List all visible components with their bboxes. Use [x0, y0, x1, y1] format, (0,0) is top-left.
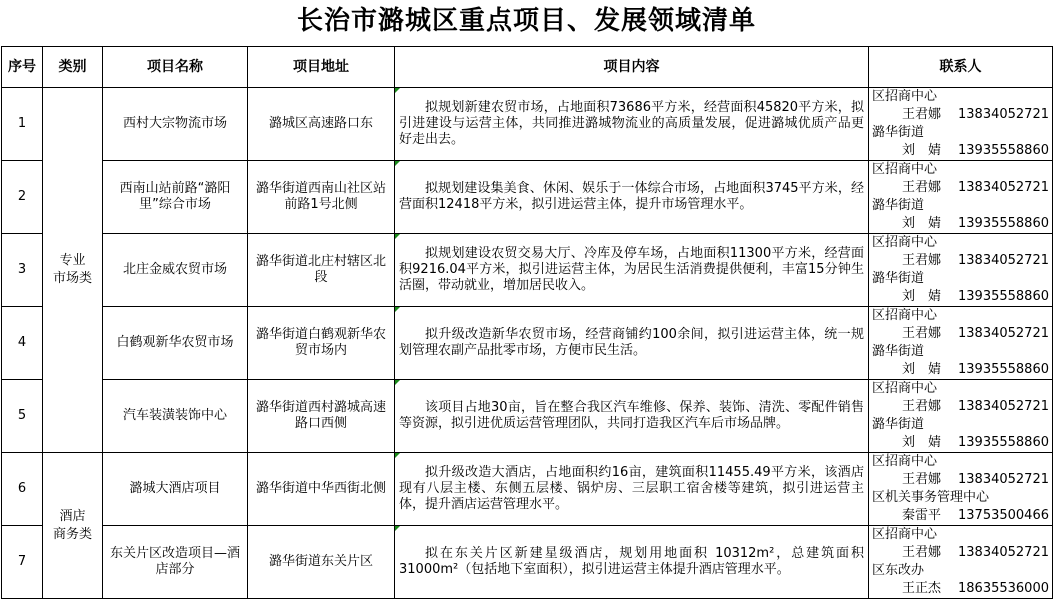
row-number: 1 [2, 88, 43, 161]
project-name: 西南山站前路“潞阳里”综合市场 [103, 161, 248, 234]
project-name: 潞城大酒店项目 [103, 453, 248, 526]
contact-org: 区招商中心 [872, 527, 938, 542]
contact-cell [869, 88, 1053, 161]
project-content: 拟规划建设农贸交易大厅、冷库及停车场，占地面积11300平方米，经营面积9216.04平方米，拟引进运营主体，为居民生活消费提供便利，丰富15分钟生活圈，带动就业，增加居民收入。 [395, 234, 869, 307]
table-row [2, 526, 1053, 599]
contact-org: 潞华街道 [872, 198, 925, 213]
project-address: 潞华街道北庄村辖区北段 [248, 234, 395, 307]
project-address: 潞华街道西南山社区站前路1号北侧 [248, 161, 395, 234]
contact-org: 区机关事务管理中心 [872, 490, 990, 505]
contact-phone: 13834052721 [958, 180, 1049, 195]
contact-name: 王君娜 [902, 399, 942, 414]
row-number: 2 [2, 161, 43, 234]
category-cell [43, 453, 103, 599]
contact-org: 潞华街道 [872, 125, 925, 140]
contact-phone: 13935558860 [958, 216, 1049, 231]
contact-name: 王君娜 [902, 472, 942, 487]
project-address: 潞华街道西村潞城高速路口西侧 [248, 380, 395, 453]
project-name: 北庄金威农贸市场 [103, 234, 248, 307]
contact-phone: 18635536000 [958, 581, 1049, 596]
contact-name: 王君娜 [902, 326, 942, 341]
project-content: 拟规划新建农贸市场，占地面积73686平方米，经营面积45820平方米，拟引进建设与运营主体，共同推进潞城物流业的高质量发展，促进潞城优质产品更好走出去。 [395, 88, 869, 161]
contact-person [872, 507, 1049, 525]
contact-name: 刘 婧 [902, 362, 942, 377]
contact-name: 王正杰 [902, 581, 942, 596]
table-row [2, 161, 1053, 234]
project-content: 该项目占地30亩，旨在整合我区汽车维修、保养、装饰、清洗、零配件销售等资源，拟引进优质运营管理团队，共同打造我区汽车后市场品牌。 [395, 380, 869, 453]
contact-name: 刘 婧 [902, 289, 942, 304]
contact-phone: 13935558860 [958, 435, 1049, 450]
contact-cell [869, 234, 1053, 307]
table-row [2, 88, 1053, 161]
contact-name: 王君娜 [902, 253, 942, 268]
project-name: 西村大宗物流市场 [103, 88, 248, 161]
contact-phone: 13935558860 [958, 362, 1049, 377]
contact-person [872, 325, 1049, 343]
contact-person [872, 179, 1049, 197]
contact-person [872, 142, 1049, 160]
table-row [2, 453, 1053, 526]
contact-person [872, 434, 1049, 452]
table-row [2, 234, 1053, 307]
page-title: 长治市潞城区重点项目、发展领域清单 [296, 6, 756, 36]
project-table [1, 46, 1053, 599]
contact-person [872, 288, 1049, 306]
contact-name: 王君娜 [902, 180, 942, 195]
project-address: 潞华街道白鹤观新华农贸市场内 [248, 307, 395, 380]
contact-cell [869, 453, 1053, 526]
contact-person [872, 471, 1049, 489]
contact-phone: 13834052721 [958, 399, 1049, 414]
project-content: 拟在东关片区新建星级酒店，规划用地面积 10312m²，总建筑面积31000m²（包括地下室面积），拟引进运营主体提升酒店管理水平。 [395, 526, 869, 599]
category-cell [43, 88, 103, 453]
table-row [2, 307, 1053, 380]
contact-phone: 13753500466 [958, 508, 1049, 523]
contact-org: 区招商中心 [872, 454, 938, 469]
table-row [2, 380, 1053, 453]
contact-org: 潞华街道 [872, 344, 925, 359]
header-category: 类别 [43, 47, 103, 88]
contact-person [872, 544, 1049, 562]
row-number: 7 [2, 526, 43, 599]
contact-name: 秦雷平 [902, 508, 942, 523]
contact-person [872, 215, 1049, 233]
header-address: 项目地址 [248, 47, 395, 88]
contact-person [872, 252, 1049, 270]
project-name: 白鹤观新华农贸市场 [103, 307, 248, 380]
contact-phone: 13834052721 [958, 107, 1049, 122]
contact-person [872, 398, 1049, 416]
contact-person [872, 106, 1049, 124]
contact-name: 刘 婧 [902, 143, 942, 158]
contact-cell [869, 526, 1053, 599]
contact-org: 区东改办 [872, 563, 925, 578]
contact-phone: 13935558860 [958, 143, 1049, 158]
contact-phone: 13834052721 [958, 253, 1049, 268]
row-number: 4 [2, 307, 43, 380]
category-label: 专业 市场类 [52, 253, 92, 286]
contact-phone: 13935558860 [958, 289, 1049, 304]
contact-org: 区招商中心 [872, 89, 938, 104]
header-content: 项目内容 [395, 47, 869, 88]
category-label: 酒店 商务类 [52, 508, 92, 542]
contact-name: 刘 婧 [902, 216, 942, 231]
contact-org: 区招商中心 [872, 308, 938, 323]
contact-phone: 13834052721 [958, 545, 1049, 560]
header-name: 项目名称 [103, 47, 248, 88]
contact-org: 区招商中心 [872, 235, 938, 250]
project-address: 潞华街道中华西街北侧 [248, 453, 395, 526]
contact-person [872, 361, 1049, 379]
contact-name: 王君娜 [902, 107, 942, 122]
project-address: 潞华街道东关片区 [248, 526, 395, 599]
row-number: 3 [2, 234, 43, 307]
contact-person [872, 580, 1049, 598]
table-header-row [2, 47, 1053, 88]
contact-org: 潞华街道 [872, 271, 925, 286]
contact-phone: 13834052721 [958, 326, 1049, 341]
project-name: 汽车装潢装饰中心 [103, 380, 248, 453]
project-content: 拟升级改造新华农贸市场，经营商铺约100余间，拟引进运营主体，统一规划管理农副产品批零市场，方便市民生活。 [395, 307, 869, 380]
row-number: 5 [2, 380, 43, 453]
contact-cell [869, 380, 1053, 453]
project-content: 拟规划建设集美食、休闲、娱乐于一体综合市场，占地面积3745平方米，经营面积12418平方米，拟引进运营主体，提升市场管理水平。 [395, 161, 869, 234]
contact-org: 潞华街道 [872, 417, 925, 432]
contact-name: 刘 婧 [902, 435, 942, 450]
contact-phone: 13834052721 [958, 472, 1049, 487]
header-no: 序号 [2, 47, 43, 88]
contact-org: 区招商中心 [872, 381, 938, 396]
contact-org: 区招商中心 [872, 162, 938, 177]
contact-cell [869, 161, 1053, 234]
contact-name: 王君娜 [902, 545, 942, 560]
contact-cell [869, 307, 1053, 380]
row-number: 6 [2, 453, 43, 526]
project-address: 潞城区高速路口东 [248, 88, 395, 161]
project-name: 东关片区改造项目—酒店部分 [103, 526, 248, 599]
header-contact: 联系人 [869, 47, 1053, 88]
project-content: 拟升级改造大酒店，占地面积约16亩，建筑面积11455.49平方米，该酒店现有八层主楼、东侧五层楼、锅炉房、三层职工宿舍楼等建筑，拟引进运营主体，提升酒店运营管理水平。 [395, 453, 869, 526]
